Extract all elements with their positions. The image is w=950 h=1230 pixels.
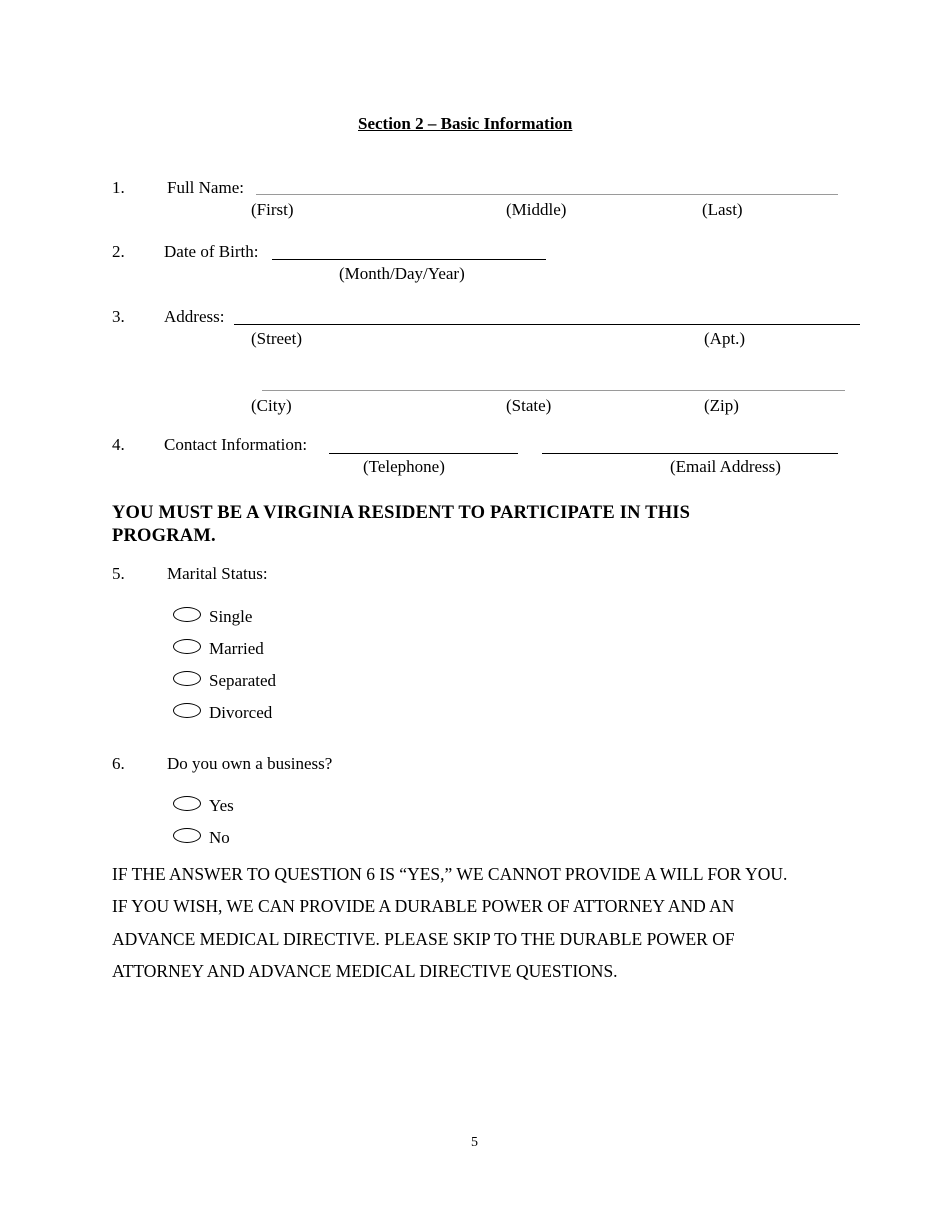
state-caption: (State) (506, 396, 552, 415)
date-of-birth-label: Date of Birth: (164, 242, 259, 261)
q4-number: 4. (112, 435, 125, 454)
radio-single[interactable] (173, 607, 201, 622)
own-business-label: Do you own a business? (167, 754, 333, 773)
q5-number: 5. (112, 564, 125, 583)
q1-number: 1. (112, 178, 125, 197)
date-of-birth-field[interactable] (272, 259, 546, 260)
option-married-label: Married (209, 639, 264, 658)
full-name-label: Full Name: (167, 178, 244, 197)
instructions-line: IF YOU WISH, WE CAN PROVIDE A DURABLE POWER OF ATTORNEY AND AN (112, 896, 735, 917)
q2-number: 2. (112, 242, 125, 261)
residency-notice: YOU MUST BE A VIRGINIA RESIDENT TO PARTICIPATE IN THIS PROGRAM. (112, 503, 691, 547)
instructions-line: ADVANCE MEDICAL DIRECTIVE. PLEASE SKIP TO THE DURABLE POWER OF (112, 928, 735, 949)
radio-separated[interactable] (173, 671, 201, 686)
business-owner-instructions (112, 858, 852, 987)
option-no-label: No (209, 828, 230, 847)
option-separated-label: Separated (209, 671, 277, 690)
apt-caption: (Apt.) (704, 329, 746, 348)
first-name-caption: (First) (251, 200, 294, 219)
instructions-line: IF THE ANSWER TO QUESTION 6 IS “YES,” WE CANNOT PROVIDE A WILL FOR YOU. (112, 864, 788, 884)
telephone-field[interactable] (329, 453, 518, 454)
email-field[interactable] (542, 453, 838, 454)
street-address-field[interactable] (234, 324, 860, 325)
full-name-field[interactable] (256, 194, 838, 195)
radio-no[interactable] (173, 828, 201, 843)
telephone-caption: (Telephone) (363, 457, 445, 476)
radio-divorced[interactable] (173, 703, 201, 718)
q3-number: 3. (112, 307, 125, 326)
city-state-zip-field[interactable] (262, 390, 845, 391)
page-number: 5 (471, 1135, 478, 1150)
option-yes-label: Yes (209, 796, 234, 815)
email-caption: (Email Address) (670, 457, 781, 476)
middle-name-caption: (Middle) (506, 200, 567, 219)
radio-yes[interactable] (173, 796, 201, 811)
contact-information-label: Contact Information: (164, 435, 308, 454)
q6-number: 6. (112, 754, 125, 773)
street-caption: (Street) (251, 329, 302, 348)
option-divorced-label: Divorced (209, 703, 273, 722)
city-caption: (City) (251, 396, 292, 415)
address-label: Address: (164, 307, 225, 326)
date-of-birth-caption: (Month/Day/Year) (339, 264, 465, 283)
radio-married[interactable] (173, 639, 201, 654)
marital-status-label: Marital Status: (167, 564, 268, 583)
zip-caption: (Zip) (704, 396, 739, 415)
page-title: Section 2 – Basic Information (358, 114, 573, 133)
option-single-label: Single (209, 607, 253, 626)
instructions-line: ATTORNEY AND ADVANCE MEDICAL DIRECTIVE QUESTIONS. (112, 960, 618, 981)
last-name-caption: (Last) (702, 200, 743, 219)
